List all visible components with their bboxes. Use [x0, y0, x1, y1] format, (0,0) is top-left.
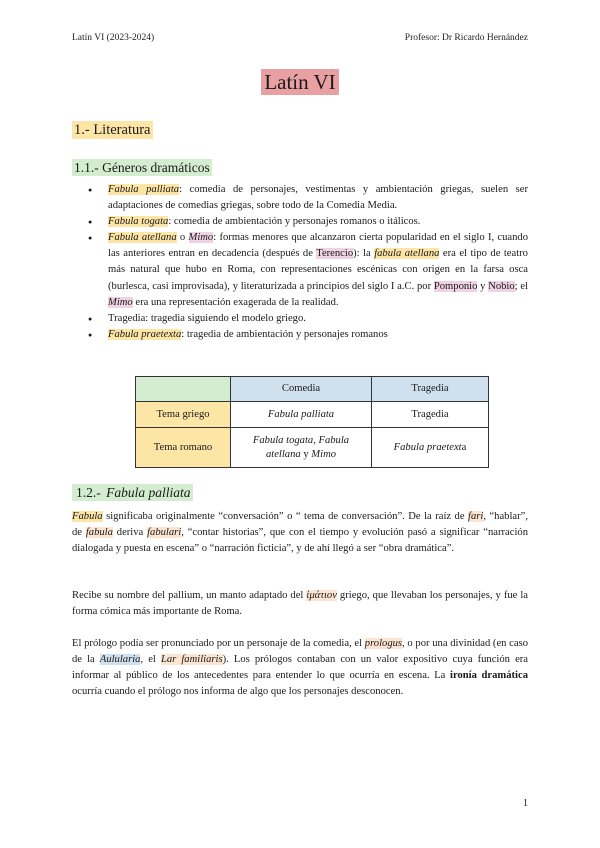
header-course: Latín VI (2023-2024)	[72, 33, 155, 43]
table-cell: Fabula praetexta	[372, 428, 489, 468]
list-item: ● Tragedia: tragedia siguiendo el modelo griego.	[88, 311, 528, 327]
table-cell: Fabula togata, Fabula atellana y Mimo	[231, 428, 372, 468]
list-item: ● Fabula palliata: comedia de personajes, vestimentas y ambientación griegas, suelen ser adaptaciones de comedias griegas, sobre todo de la Comedia Media.	[88, 182, 528, 214]
table-row	[136, 428, 489, 468]
table-row	[136, 402, 489, 428]
list-item: ● Fabula praetexta: tragedia de ambientación y personajes romanos	[88, 327, 528, 343]
table-header-cell: Comedia	[231, 377, 372, 402]
page-title: Latín VI	[0, 70, 600, 95]
paragraph-prologo: El prólogo podía ser pronunciado por un personaje de la comedia, el prologus, o por una divinidad (en caso de la Aulularia, el Lar familiaris). Los prólogos contaban con un valor expositivo cuya función era informar al público de los antecedentes para entender lo que ocurría en escena. La ironía dramática ocurría cuando el prólogo nos informa de algo que los personajes desconocen.	[72, 638, 528, 698]
table-row-label: Tema griego	[136, 402, 231, 428]
page-number: 1	[523, 798, 528, 809]
section-heading-palliata: 1.2.- Fabula palliata	[72, 485, 193, 501]
list-item: ● Fabula togata: comedia de ambientación y personajes romanos o itálicos.	[88, 214, 528, 230]
table-cell: Tragedia	[372, 402, 489, 428]
table-cell: Fabula palliata	[231, 402, 372, 428]
paragraph-pallium: Recibe su nombre del pallium, un manto adaptado del ἱμάτιον griego, que llevaban los personajes, y fue la forma cómica más importante de Roma.	[72, 590, 528, 618]
table-header-cell	[136, 377, 231, 402]
table-header-row	[136, 377, 489, 402]
table-row-label: Tema romano	[136, 428, 231, 468]
genres-list	[88, 182, 528, 343]
section-heading-literatura: 1.- Literatura	[74, 122, 151, 138]
paragraph-etymology: Fabula significaba originalmente “conversación” o “ tema de conversación”. De la raíz de fari, “hablar”, de fabula deriva fabulari, “contar historias”, que con el tiempo y evolución pasó a significar “narración dialogada y puesta en escena” o “narración ficticia”, y de ahí llegó a ser “obra dramática”.	[72, 511, 528, 555]
genre-table	[135, 376, 489, 468]
header-professor: Profesor: Dr Ricardo Hernández	[404, 33, 528, 43]
table-header-cell: Tragedia	[372, 377, 489, 402]
list-item: ● Fabula atellana o Mimo: formas menores que alcanzaron cierta popularidad en el siglo I, cuando las anteriores entran en decadencia (después de Terencio): la fabula atellana era el tipo de teatro más natural que hubo en Roma, con representaciones escénicas con origen en la farsa osca (burlesca, casi improvisada), y literaturizada a principios del siglo I a.C. por Pomponio y Nobio; el Mimo era una representación exagerada de la realidad.	[88, 230, 528, 310]
section-heading-generos: 1.1.- Géneros dramáticos	[74, 160, 210, 175]
